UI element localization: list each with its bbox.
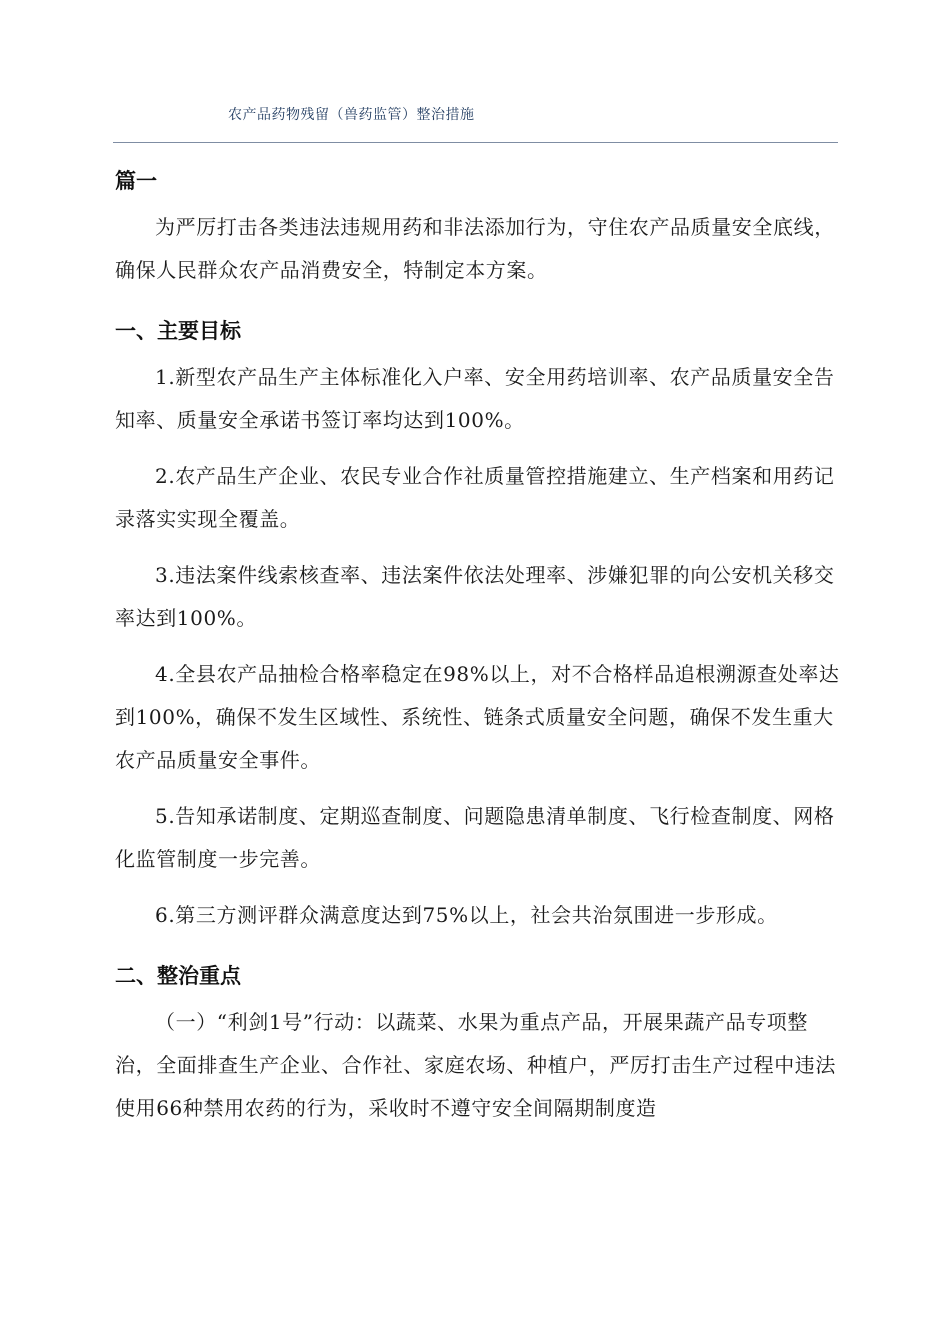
focus-item-1: （一）“利剑1号”行动：以蔬菜、水果为重点产品，开展果蔬产品专项整治，全面排查生产企业、合作社、家庭农场、种植户，严厉打击生产过程中违法使用66种禁用农药的行为，采收时不遵守安全间隔期制度造 — [115, 1010, 836, 1120]
part1-heading: 一、主要目标 — [115, 319, 241, 343]
goal-item-3: 3.违法案件线索核查率、违法案件依法处理率、涉嫌犯罪的向公安机关移交率达到100%。 — [115, 563, 835, 630]
goal-item-5: 5.告知承诺制度、定期巡查制度、问题隐患清单制度、飞行检查制度、网格化监管制度一步完善。 — [115, 804, 835, 871]
running-header: 农产品药物残留（兽药监管）整治措施 — [228, 107, 475, 123]
part2-heading: 二、整治重点 — [115, 964, 241, 988]
goal-item-1: 1.新型农产品生产主体标准化入户率、安全用药培训率、农产品质量安全告知率、质量安全承诺书签订率均达到100%。 — [115, 365, 835, 432]
goal-item-6: 6.第三方测评群众满意度达到75%以上，社会共治氛围进一步形成。 — [155, 903, 778, 927]
goal-item-2: 2.农产品生产企业、农民专业合作社质量管控措施建立、生产档案和用药记录落实实现全覆盖。 — [115, 464, 835, 531]
section-title: 篇一 — [115, 169, 157, 193]
header-divider — [113, 142, 838, 143]
goal-item-4: 4.全县农产品抽检合格率稳定在98%以上，对不合格样品追根溯源查处率达到100%，确保不发生区域性、系统性、链条式质量安全问题，确保不发生重大农产品质量安全事件。 — [115, 662, 840, 772]
intro-paragraph: 为严厉打击各类违法违规用药和非法添加行为，守住农产品质量安全底线，确保人民群众农产品消费安全，特制定本方案。 — [115, 215, 835, 282]
document-body — [115, 160, 840, 1130]
